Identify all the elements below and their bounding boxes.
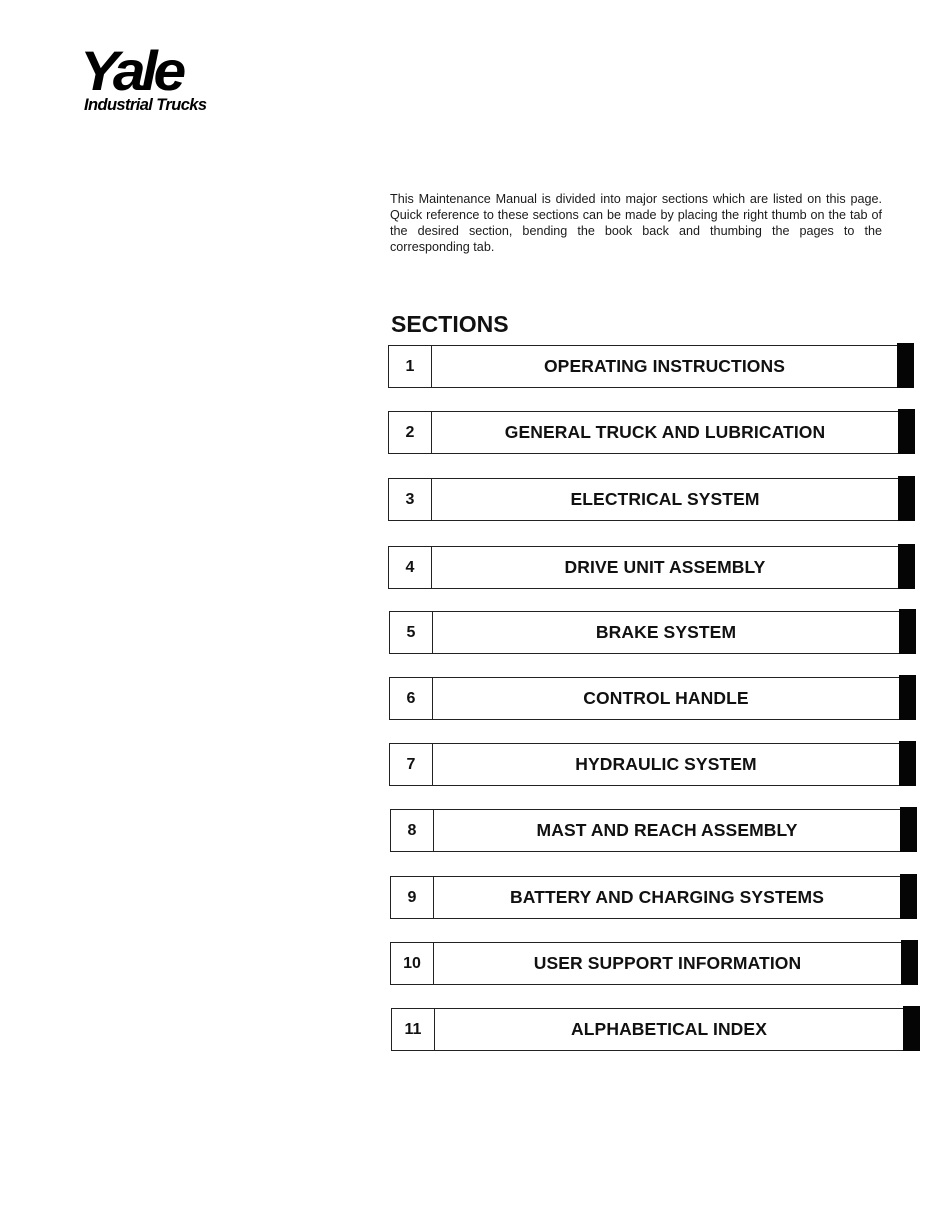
section-number: 4 <box>389 547 432 588</box>
section-title: OPERATING INSTRUCTIONS <box>543 355 786 376</box>
section-number: 6 <box>390 678 433 719</box>
thumb-tab-marker <box>897 343 914 388</box>
thumb-tab-marker <box>900 874 917 919</box>
thumb-tab-marker <box>898 544 915 589</box>
section-number: 2 <box>389 412 432 453</box>
thumb-tab-marker <box>903 1006 920 1051</box>
section-tab-1[interactable] <box>388 345 914 388</box>
section-tab-3[interactable] <box>388 478 915 521</box>
thumb-tab-marker <box>900 807 917 852</box>
thumb-tab-marker <box>898 409 915 454</box>
section-number: 1 <box>389 346 432 387</box>
section-title: HYDRAULIC SYSTEM <box>575 753 757 774</box>
section-tab-2[interactable] <box>388 411 915 454</box>
section-tab-7[interactable] <box>389 743 916 786</box>
section-number: 11 <box>392 1009 435 1050</box>
section-tab-10[interactable] <box>390 942 918 985</box>
section-number: 10 <box>391 943 434 984</box>
thumb-tab-marker <box>901 940 918 985</box>
section-title: ELECTRICAL SYSTEM <box>570 488 760 509</box>
section-title: BATTERY AND CHARGING SYSTEMS <box>510 886 824 907</box>
section-tab-6[interactable] <box>389 677 916 720</box>
section-number: 7 <box>390 744 433 785</box>
section-tab-11[interactable] <box>391 1008 920 1051</box>
section-number: 3 <box>389 479 432 520</box>
section-number: 9 <box>391 877 434 918</box>
section-title: BRAKE SYSTEM <box>595 621 737 642</box>
section-tab-4[interactable] <box>388 546 915 589</box>
section-tab-5[interactable] <box>389 611 916 654</box>
thumb-tab-marker <box>899 741 916 786</box>
section-tab-8[interactable] <box>390 809 917 852</box>
thumb-tab-marker <box>899 609 916 654</box>
thumb-tab-marker <box>898 476 915 521</box>
intro-paragraph: This Maintenance Manual is divided into major sections which are listed on this page. Quick reference to these sections can be made by placing the right thumb on the tab of the desired section, bending the book back and thumbing the pages to the corresponding tab. <box>390 192 882 254</box>
logo-brand: Yale <box>80 39 182 102</box>
section-title: CONTROL HANDLE <box>583 687 749 708</box>
logo-subtitle: Industrial Trucks <box>84 96 207 114</box>
section-title: USER SUPPORT INFORMATION <box>533 952 802 973</box>
section-title: ALPHABETICAL INDEX <box>571 1018 767 1039</box>
thumb-tab-marker <box>899 675 916 720</box>
section-title: DRIVE UNIT ASSEMBLY <box>564 556 766 577</box>
section-tab-9[interactable] <box>390 876 917 919</box>
section-title: MAST AND REACH ASSEMBLY <box>536 819 798 840</box>
sections-heading: SECTIONS <box>391 311 509 337</box>
yale-logo <box>80 39 207 115</box>
section-number: 8 <box>391 810 434 851</box>
section-title: GENERAL TRUCK AND LUBRICATION <box>504 421 826 442</box>
section-number: 5 <box>390 612 433 653</box>
